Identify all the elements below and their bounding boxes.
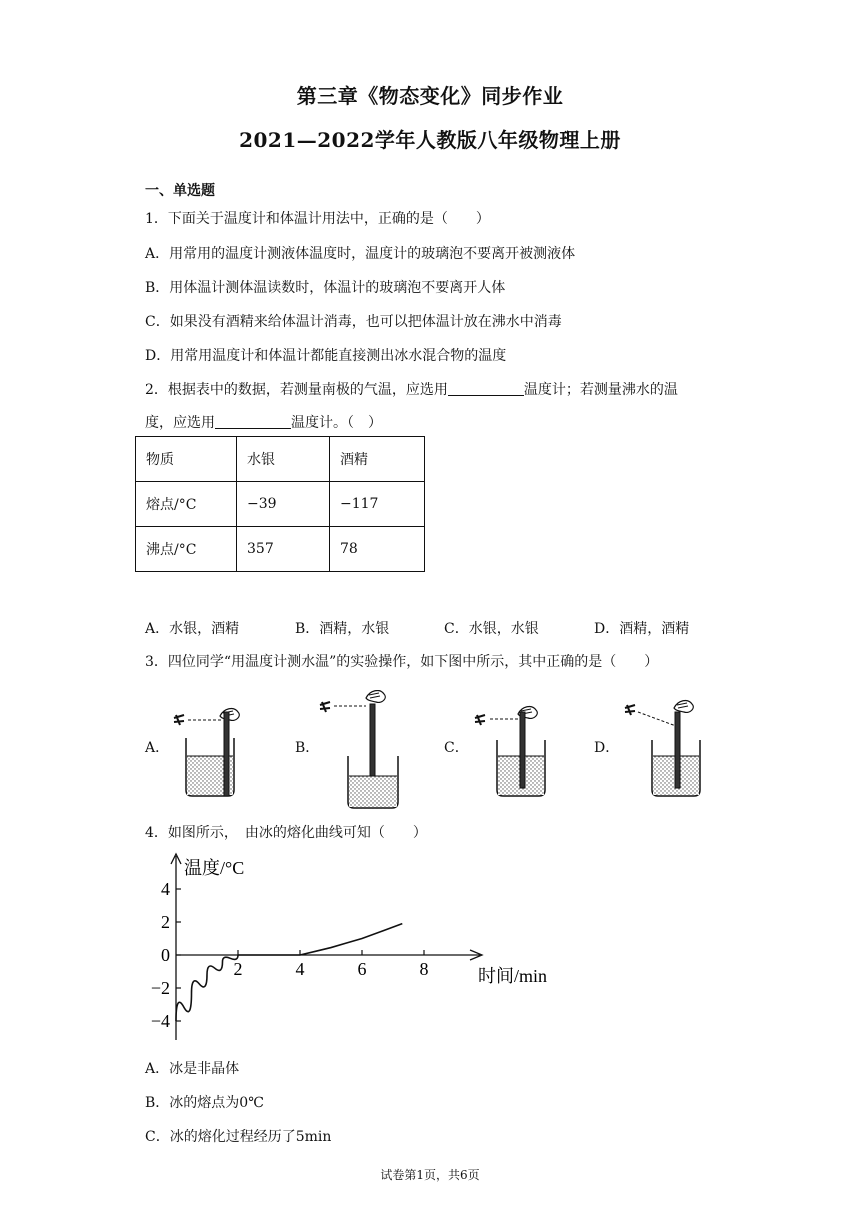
thermometer-figures xyxy=(160,690,720,810)
q1-option-d: D．用常用温度计和体温计都能直接测出冰水混合物的温度 xyxy=(145,348,507,364)
figure-c-beaker xyxy=(475,707,545,796)
q4-option-a: A．冰是非晶体 xyxy=(145,1061,240,1077)
table-cell: 物质 xyxy=(136,437,237,482)
table-row xyxy=(136,437,425,482)
q3-label-a: A． xyxy=(145,740,170,756)
melting-curve-segment xyxy=(300,924,402,955)
table-cell: 水银 xyxy=(237,437,330,482)
q3-label-c: C． xyxy=(444,740,469,756)
answer-blank xyxy=(215,414,291,429)
y-tick-label: −2 xyxy=(150,978,170,998)
page-footer: 试卷第1页，共6页 xyxy=(380,1168,480,1182)
table-cell: 酒精 xyxy=(330,437,425,482)
q3-label-b: B． xyxy=(295,740,320,756)
x-tick-label: 2 xyxy=(233,959,243,979)
y-axis-label: 温度/°C xyxy=(184,858,245,878)
figure-a-beaker xyxy=(174,709,239,796)
section-heading: 一、单选题 xyxy=(145,183,215,199)
q4-option-b: B．冰的熔点为0℃ xyxy=(145,1095,264,1111)
melting-curve-segment xyxy=(176,955,238,1021)
answer-blank xyxy=(448,381,524,396)
q3-label-d: D． xyxy=(594,740,620,756)
table-cell: 熔点/°C xyxy=(136,482,237,527)
x-tick-label: 6 xyxy=(357,959,367,979)
table-cell: −117 xyxy=(330,482,425,527)
x-axis-label: 时间/min xyxy=(478,966,548,986)
x-tick-label: 8 xyxy=(419,959,429,979)
y-tick-label: −4 xyxy=(150,1011,170,1031)
table-row xyxy=(136,482,425,527)
q2-option-a: A．水银，酒精 xyxy=(145,621,240,637)
q2-option-c: C．水银，水银 xyxy=(444,621,539,637)
table-cell: 沸点/°C xyxy=(136,527,237,572)
q3-stem: 3．四位同学“用温度计测水温”的实验操作，如下图中所示，其中正确的是（ ） xyxy=(145,654,659,670)
q2-stem-line1: 2．根据表中的数据，若测量南极的气温，应选用 温度计；若测量沸水的温 xyxy=(145,382,678,398)
q2-stem-line2: 度，应选用 温度计。（ ） xyxy=(145,415,382,431)
figure-d-beaker xyxy=(625,701,700,796)
q4-option-c: C．冰的熔化过程经历了5min xyxy=(145,1129,332,1145)
q1-option-b: B．用体温计测体温读数时，体温计的玻璃泡不要离开人体 xyxy=(145,280,506,296)
q2-option-d: D．酒精，酒精 xyxy=(594,621,690,637)
q2-option-b: B．酒精，水银 xyxy=(295,621,390,637)
figure-b-beaker xyxy=(320,691,398,808)
melting-boiling-table xyxy=(135,436,425,572)
table-cell: 78 xyxy=(330,527,425,572)
x-tick-label: 4 xyxy=(295,959,305,979)
table-row xyxy=(136,527,425,572)
q1-stem: 1．下面关于温度计和体温计用法中，正确的是（ ） xyxy=(145,211,490,227)
table-cell: −39 xyxy=(237,482,330,527)
table-cell: 357 xyxy=(237,527,330,572)
q1-option-c: C．如果没有酒精来给体温计消毒，也可以把体温计放在沸水中消毒 xyxy=(145,314,562,330)
y-tick-label: 2 xyxy=(161,912,170,932)
q1-option-a: A．用常用的温度计测液体温度时，温度计的玻璃泡不要离开被测液体 xyxy=(145,246,576,262)
y-tick-label: 4 xyxy=(161,879,170,899)
page-subtitle: 2021—2022学年人教版八年级物理上册 xyxy=(239,128,621,152)
y-tick-label: 0 xyxy=(161,945,170,965)
page-title: 第三章《物态变化》同步作业 xyxy=(296,84,564,108)
melting-curve-chart xyxy=(140,850,580,1050)
q4-stem: 4．如图所示， 由冰的熔化曲线可知（ ） xyxy=(145,825,427,841)
